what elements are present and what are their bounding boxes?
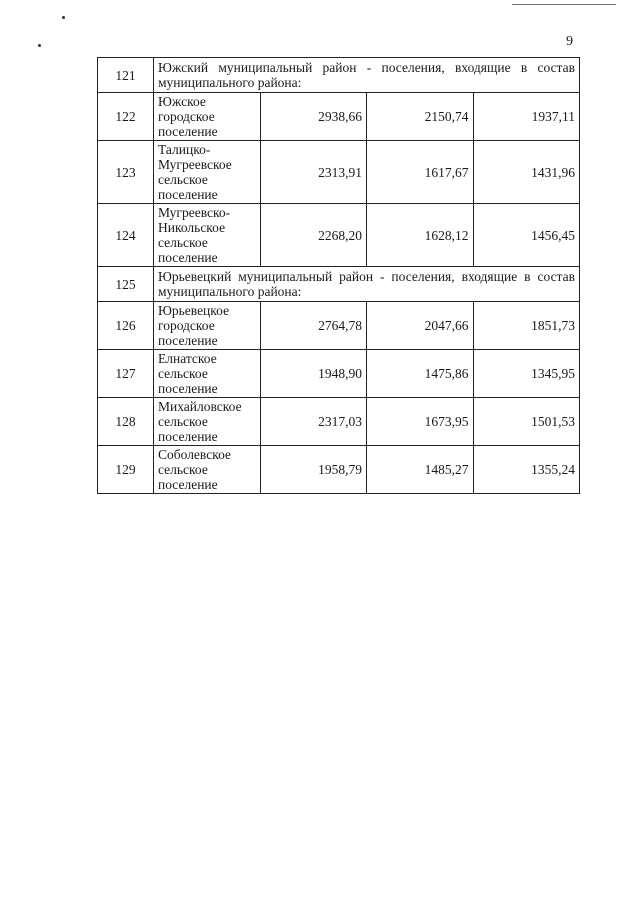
section-row bbox=[98, 58, 580, 93]
settlement-name-line: Елнатское bbox=[158, 351, 217, 366]
settlement-name-line: Южское bbox=[158, 94, 206, 109]
settlement-name-line: Мугреевско- bbox=[158, 205, 231, 220]
value-cell-v2: 1617,67 bbox=[367, 141, 474, 204]
value-cell-v2: 2150,74 bbox=[367, 93, 474, 141]
value-cell-v1: 2313,91 bbox=[260, 141, 367, 204]
value-cell-v3: 1431,96 bbox=[473, 141, 580, 204]
settlement-name-line: сельское поселение bbox=[158, 414, 218, 444]
settlement-name-line: сельское поселение bbox=[158, 172, 218, 202]
row-number: 128 bbox=[98, 398, 154, 446]
value-cell-v1: 2938,66 bbox=[260, 93, 367, 141]
value-cell-v1: 2317,03 bbox=[260, 398, 367, 446]
table-row bbox=[98, 350, 580, 398]
value-cell-v3: 1501,53 bbox=[473, 398, 580, 446]
value-cell-v1: 1958,79 bbox=[260, 446, 367, 494]
settlement-name bbox=[154, 398, 261, 446]
scan-artifact-line bbox=[512, 4, 616, 5]
settlement-name-line: Никольское bbox=[158, 220, 226, 235]
district-heading: Юрьевецкий муниципальный район - поселения, входящие в состав муниципального района: bbox=[154, 267, 580, 302]
settlement-name-line: городское поселение bbox=[158, 109, 218, 139]
section-row bbox=[98, 267, 580, 302]
value-cell-v1: 1948,90 bbox=[260, 350, 367, 398]
table-row bbox=[98, 141, 580, 204]
value-cell-v2: 2047,66 bbox=[367, 302, 474, 350]
settlement-name-line: Соболевское bbox=[158, 447, 231, 462]
table-row bbox=[98, 446, 580, 494]
settlement-name-line: Юрьевецкое bbox=[158, 303, 230, 318]
row-number: 121 bbox=[98, 58, 154, 93]
row-number: 127 bbox=[98, 350, 154, 398]
settlement-name-line: Михайловское bbox=[158, 399, 242, 414]
settlement-name-line: сельское поселение bbox=[158, 235, 218, 265]
table-row bbox=[98, 204, 580, 267]
settlement-name bbox=[154, 446, 261, 494]
value-cell-v3: 1345,95 bbox=[473, 350, 580, 398]
value-cell-v3: 1456,45 bbox=[473, 204, 580, 267]
table-row bbox=[98, 398, 580, 446]
value-cell-v3: 1937,11 bbox=[473, 93, 580, 141]
value-cell-v2: 1485,27 bbox=[367, 446, 474, 494]
table-body bbox=[98, 58, 580, 494]
settlement-name bbox=[154, 204, 261, 267]
scan-artifact-dot bbox=[38, 44, 41, 47]
value-cell-v2: 1673,95 bbox=[367, 398, 474, 446]
table-row bbox=[98, 302, 580, 350]
value-cell-v3: 1355,24 bbox=[473, 446, 580, 494]
row-number: 123 bbox=[98, 141, 154, 204]
settlement-name-line: сельское поселение bbox=[158, 366, 218, 396]
row-number: 122 bbox=[98, 93, 154, 141]
page-number: 9 bbox=[566, 34, 573, 49]
settlement-name bbox=[154, 93, 261, 141]
settlement-name-line: городское поселение bbox=[158, 318, 218, 348]
value-cell-v2: 1475,86 bbox=[367, 350, 474, 398]
value-cell-v2: 1628,12 bbox=[367, 204, 474, 267]
row-number: 124 bbox=[98, 204, 154, 267]
settlement-name bbox=[154, 141, 261, 204]
settlement-name bbox=[154, 302, 261, 350]
row-number: 126 bbox=[98, 302, 154, 350]
value-cell-v1: 2764,78 bbox=[260, 302, 367, 350]
row-number: 129 bbox=[98, 446, 154, 494]
tariff-table bbox=[97, 57, 580, 494]
settlement-name bbox=[154, 350, 261, 398]
scan-artifact-dot bbox=[62, 16, 65, 19]
table-row bbox=[98, 93, 580, 141]
value-cell-v1: 2268,20 bbox=[260, 204, 367, 267]
district-heading: Южский муниципальный район - поселения, входящие в состав муниципального района: bbox=[154, 58, 580, 93]
settlement-name-line: сельское поселение bbox=[158, 462, 218, 492]
settlement-name-line: Талицко-Мугреевское bbox=[158, 142, 232, 172]
row-number: 125 bbox=[98, 267, 154, 302]
value-cell-v3: 1851,73 bbox=[473, 302, 580, 350]
